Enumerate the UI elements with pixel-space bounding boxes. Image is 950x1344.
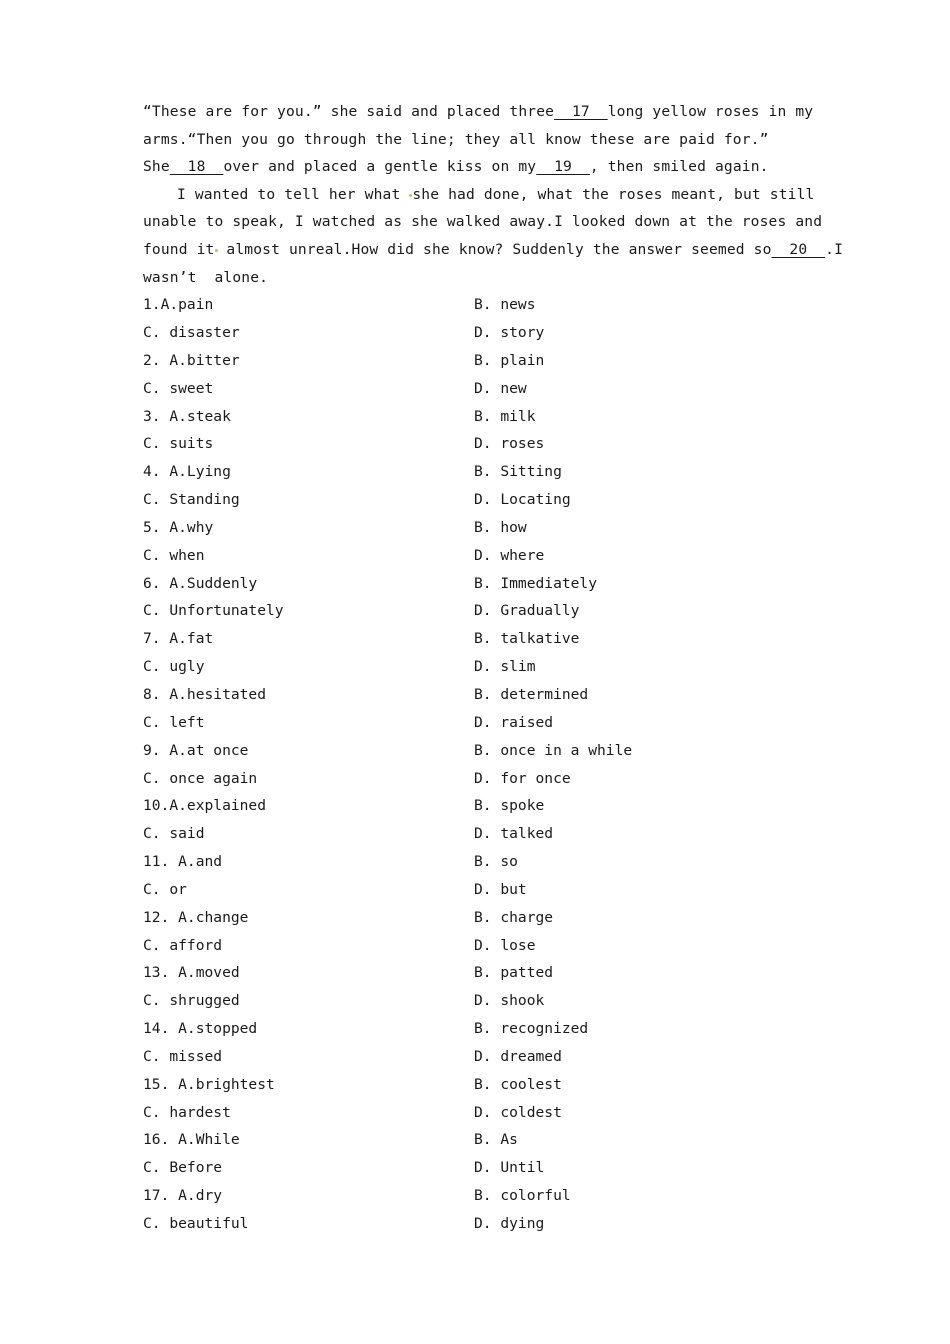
option-right: D. coldest [474, 1103, 562, 1121]
option-row [143, 1210, 808, 1238]
passage-line-7: wasn’t alone. [143, 268, 269, 286]
option-row [143, 737, 808, 765]
passage-text: She [143, 158, 170, 176]
option-left: C. when [143, 546, 205, 564]
option-left: 15. A.brightest [143, 1075, 275, 1093]
option-row [143, 291, 808, 319]
passage-text: I wanted to tell her what [177, 185, 410, 203]
option-right: B. coolest [474, 1075, 562, 1093]
option-right: D. slim [474, 658, 536, 676]
option-row [143, 932, 808, 960]
option-left: C. Unfortunately [143, 602, 284, 620]
option-right: B. recognized [474, 1020, 589, 1038]
passage-text: over and placed a gentle kiss on my [223, 158, 537, 176]
passage-text: “These are for you.” she said and placed three [143, 103, 555, 120]
option-row [143, 1043, 808, 1071]
option-left: 2. A.bitter [143, 351, 240, 369]
passage-text: long yellow roses in my [607, 103, 814, 120]
option-right: B. how [474, 518, 527, 536]
option-right: D. raised [474, 713, 554, 731]
option-row [143, 1154, 808, 1182]
option-left: C. suits [143, 435, 214, 453]
option-left: 10.A.explained [143, 797, 267, 815]
option-left: 5. A.why [143, 518, 214, 536]
passage-text: she had done, what the roses meant, but still [412, 185, 815, 203]
option-right: B. news [474, 296, 536, 314]
option-right: D. Locating [474, 491, 571, 509]
option-row [143, 792, 808, 820]
blank-18: 18 [169, 158, 224, 176]
option-right: D. dying [474, 1215, 545, 1232]
blank-17: 17 [554, 103, 608, 120]
option-right: D. where [474, 546, 545, 564]
option-row [143, 765, 808, 793]
option-right: B. colorful [474, 1187, 571, 1205]
option-right: B. As [474, 1131, 518, 1149]
passage-line-6 [143, 236, 844, 264]
option-left: 14. A.stopped [143, 1020, 258, 1038]
option-right: B. plain [474, 351, 545, 369]
answer-options [143, 291, 808, 1238]
option-row [143, 319, 808, 347]
option-row [143, 1015, 808, 1043]
option-row [143, 514, 808, 542]
option-row [143, 403, 808, 431]
option-row [143, 486, 808, 514]
option-right: B. talkative [474, 630, 580, 648]
passage [143, 98, 844, 291]
option-right: D. roses [474, 435, 545, 453]
passage-text: almost unreal.How did she know? Suddenly the answer seemed so [217, 240, 772, 258]
option-left: C. once again [143, 769, 258, 787]
option-right: D. dreamed [474, 1047, 562, 1065]
option-row [143, 904, 808, 932]
option-row [143, 625, 808, 653]
option-right: B. determined [474, 685, 589, 703]
option-row [143, 1126, 808, 1154]
option-left: 7. A.fat [143, 630, 214, 648]
passage-text: , then smiled again. [589, 158, 769, 176]
option-row [143, 681, 808, 709]
passage-text: .I [825, 240, 844, 258]
passage-line-3 [143, 153, 808, 181]
option-left: 16. A.While [143, 1131, 240, 1149]
option-right: B. Immediately [474, 574, 598, 592]
option-left: 8. A.hesitated [143, 685, 267, 703]
option-left: 9. A.at once [143, 741, 249, 759]
option-row [143, 347, 808, 375]
option-left: 6. A.Suddenly [143, 574, 258, 592]
option-row [143, 959, 808, 987]
option-left: C. Before [143, 1159, 223, 1177]
option-left: C. shrugged [143, 992, 240, 1010]
option-row [143, 876, 808, 904]
option-left: C. Standing [143, 491, 240, 509]
passage-text: found it [143, 240, 215, 258]
option-row [143, 1099, 808, 1127]
option-row [143, 430, 808, 458]
option-row [143, 570, 808, 598]
option-row [143, 653, 808, 681]
option-row [143, 542, 808, 570]
option-right: D. for once [474, 769, 571, 787]
option-left: 12. A.change [143, 908, 249, 926]
option-left: C. sweet [143, 379, 214, 397]
option-right: B. spoke [474, 797, 545, 815]
option-left: 3. A.steak [143, 407, 231, 425]
passage-line-4 [143, 181, 815, 209]
option-row [143, 987, 808, 1015]
option-row [143, 848, 808, 876]
option-left: C. said [143, 825, 205, 843]
option-right: D. lose [474, 936, 536, 954]
option-left: 11. A.and [143, 853, 223, 871]
option-left: C. missed [143, 1047, 223, 1065]
option-row [143, 820, 808, 848]
option-right: B. patted [474, 964, 554, 982]
option-left: C. hardest [143, 1103, 231, 1121]
option-right: B. once in a while [474, 741, 633, 759]
option-row [143, 375, 808, 403]
option-right: D. talked [474, 825, 554, 843]
option-right: D. shook [474, 992, 545, 1010]
document-page [143, 98, 844, 1238]
option-right: D. but [474, 880, 527, 898]
option-right: B. milk [474, 407, 536, 425]
option-row [143, 709, 808, 737]
option-right: D. new [474, 379, 527, 397]
option-right: D. story [474, 324, 545, 341]
blank-20: 20 [771, 240, 826, 258]
option-left: C. left [143, 713, 205, 731]
option-left: 13. A.moved [143, 964, 240, 982]
option-left: C. or [143, 880, 187, 898]
option-left: C. beautiful [143, 1215, 249, 1232]
option-left: 4. A.Lying [143, 463, 231, 481]
passage-line-5: unable to speak, I watched as she walked away.I looked down at the roses and [143, 213, 823, 231]
option-right: B. charge [474, 908, 554, 926]
option-row [143, 1071, 808, 1099]
option-row [143, 1182, 808, 1210]
option-left: 1.A.pain [143, 296, 214, 314]
option-left: C. afford [143, 936, 223, 954]
option-right: D. Gradually [474, 602, 580, 620]
option-row [143, 597, 808, 625]
blank-19: 19 [536, 158, 590, 176]
option-left: C. disaster [143, 324, 240, 341]
option-right: D. Until [474, 1159, 545, 1177]
option-row [143, 458, 808, 486]
option-right: B. Sitting [474, 463, 562, 481]
option-right: B. so [474, 853, 518, 871]
option-left: 17. A.dry [143, 1187, 223, 1205]
option-left: C. ugly [143, 658, 205, 676]
passage-line-1 [143, 98, 814, 126]
passage-line-2: arms.“Then you go through the line; they all know these are paid for.” [143, 130, 769, 148]
